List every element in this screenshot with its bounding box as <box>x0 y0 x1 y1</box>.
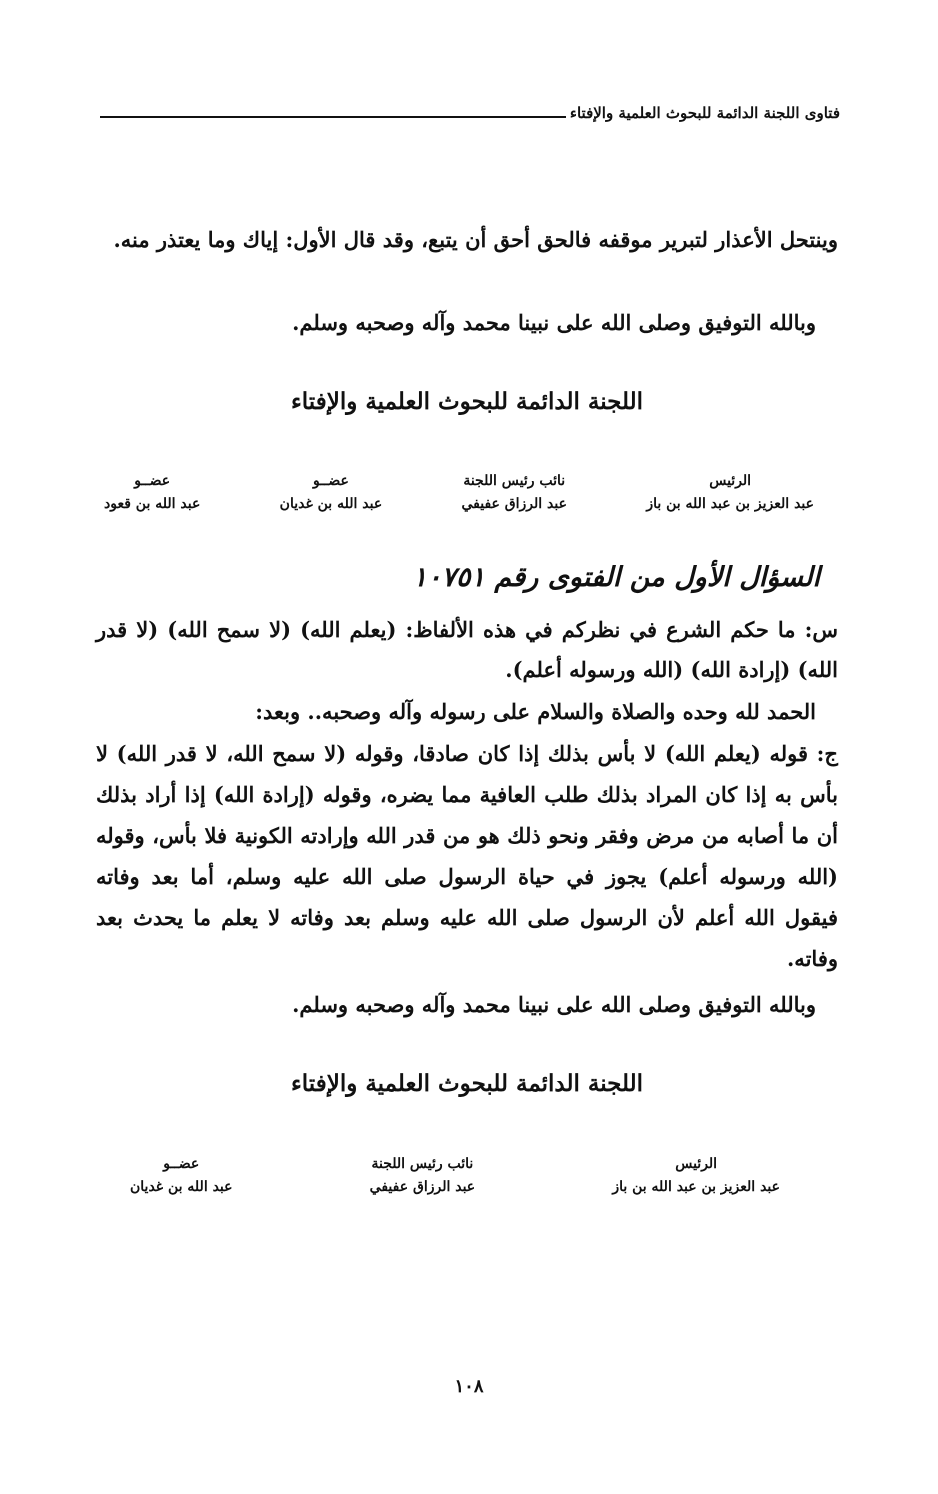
praise-line: الحمد لله وحده والصلاة والسلام على رسوله وآله وصحبه.. وبعد: <box>255 699 816 724</box>
header-rule <box>100 116 566 118</box>
signature-name: عبد الرزاق عفيفي <box>369 1179 476 1195</box>
signature-role: عضــو <box>312 473 349 489</box>
signature-member <box>130 1153 233 1199</box>
signature-vice-chairman <box>370 1153 475 1199</box>
signature-role: الرئيس <box>675 1156 718 1172</box>
signature-role: نائب رئيس اللجنة <box>463 473 566 489</box>
closing-line-2: وبالله التوفيق وصلى الله على نبينا محمد وآله وصحبه وسلم. <box>292 992 816 1017</box>
signature-member <box>104 470 200 516</box>
page-number: ١٠٨ <box>454 1376 484 1397</box>
signature-member <box>280 470 383 516</box>
signature-name: عبد الله بن غديان <box>130 1179 233 1195</box>
running-header <box>100 104 840 122</box>
signature-name: عبد الرزاق عفيفي <box>461 496 567 512</box>
committee-title-2: اللجنة الدائمة للبحوث العلمية والإفتاء <box>290 1070 644 1097</box>
signatures-block-1 <box>104 470 814 516</box>
signature-role: نائب رئيس اللجنة <box>371 1156 474 1172</box>
committee-title-1: اللجنة الدائمة للبحوث العلمية والإفتاء <box>290 388 644 415</box>
running-header-title: فتاوى اللجنة الدائمة للبحوث العلمية والإفتاء <box>569 104 840 122</box>
signature-name: عبد الله بن قعود <box>104 496 201 512</box>
signature-name: عبد العزيز بن عبد الله بن باز <box>612 1179 780 1195</box>
closing-line-1: وبالله التوفيق وصلى الله على نبينا محمد وآله وصحبه وسلم. <box>292 310 816 335</box>
question-title: السؤال الأول من الفتوى رقم ١٠٧٥١ <box>412 562 820 593</box>
question-paragraph: س: ما حكم الشرع في نظركم في هذه الألفاظ: (يعلم الله) (لا سمح الله) (لا قدر الله) (إرادة الله) (الله ورسوله أعلم). <box>96 617 838 682</box>
answer-paragraph: ج: قوله (يعلم الله) لا بأس بذلك إذا كان صادقا، وقوله (لا سمح الله، لا قدر الله) لا بأس به إذا كان المراد بذلك طلب العافية مما يضره، وقوله (إرادة الله) إذا أراد بذلك أن ما أصابه من مرض وفقر ونحو ذلك هو من قدر الله وإرادته الكونية فلا بأس، وقوله (الله ورسوله أعلم) يجوز في حياة الرسول صلى الله عليه وسلم، أما بعد وفاته فيقول الله أعلم لأن الرسول صلى الله عليه وسلم بعد وفاته لا يعلم ما يحدث بعد وفاته. <box>96 741 838 971</box>
signature-vice-chairman <box>462 470 567 516</box>
signature-role: عضــو <box>134 473 171 489</box>
signatures-block-2 <box>130 1153 780 1199</box>
signature-role: عضــو <box>163 1156 200 1172</box>
signature-chairman <box>646 470 814 516</box>
signature-name: عبد العزيز بن عبد الله بن باز <box>646 496 814 512</box>
intro-paragraph: وينتحل الأعذار لتبرير موقفه فالحق أحق أن يتبع، وقد قال الأول: إياك وما يعتذر منه. <box>113 227 838 252</box>
signature-role: الرئيس <box>709 473 752 489</box>
signature-chairman <box>612 1153 780 1199</box>
signature-name: عبد الله بن غديان <box>279 496 383 512</box>
